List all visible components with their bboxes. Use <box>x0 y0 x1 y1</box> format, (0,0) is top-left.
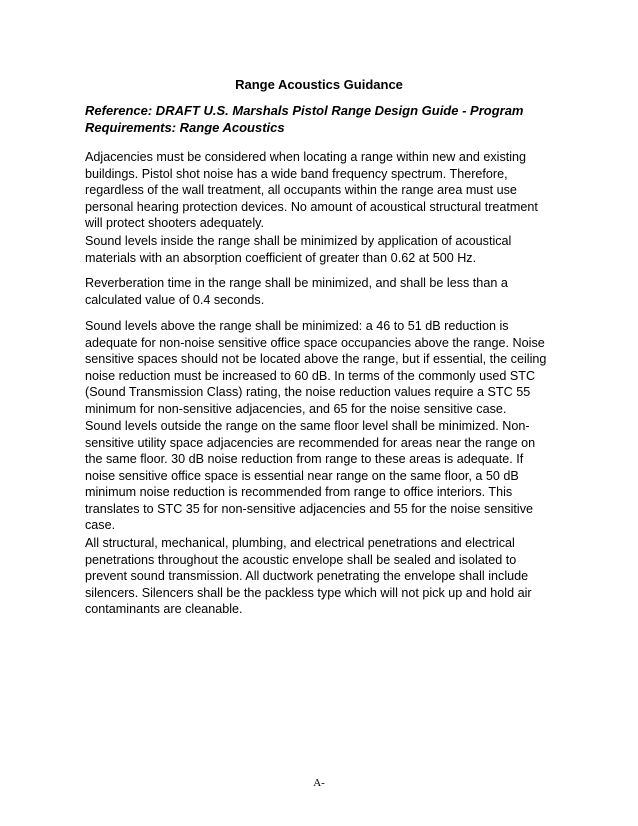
page-footer: A- <box>313 777 325 789</box>
paragraph-adjacencies: Adjacencies must be considered when locating a range within new and existing buildings. Pistol shot noise has a wide band frequency spectrum. Therefore, regardless of the wall treatment, all occupants within the range area must use personal hearing protection devices. No amount of acoustical structural treatment will protect shooters adequately. <box>85 150 538 230</box>
document-title: Range Acoustics Guidance <box>235 77 403 92</box>
paragraph-sound-above: Sound levels above the range shall be minimized: a 46 to 51 dB reduction is adequate for non-noise sensitive office space occupancies above the range. Noise sensitive spaces should not be located above the range, but if essential, the ceiling noise reduction must be increased to 60 dB. In terms of the commonly used STC (Sound Transmission Class) rating, the noise reduction values require a STC 55 minimum for non-sensitive adjacencies, and 65 for the noise sensitive case. <box>85 319 547 416</box>
paragraph-penetrations: All structural, mechanical, plumbing, and electrical penetrations and electrical penetrations throughout the acoustic envelope shall be sealed and isolated to prevent sound transmission. All ductwork penetrating the envelope shall include silencers. Silencers shall be the packless type which will not pick up and hold air contaminants are cleanable. <box>85 536 532 616</box>
paragraph-sound-inside: Sound levels inside the range shall be minimized by application of acoustical materials with an absorption coefficient of greater than 0.62 at 500 Hz. <box>85 234 512 265</box>
reference-heading: Reference: DRAFT U.S. Marshals Pistol Range Design Guide - Program Requirements: Range Acoustics <box>85 103 524 135</box>
paragraph-reverberation: Reverberation time in the range shall be minimized, and shall be less than a calculated value of 0.4 seconds. <box>85 276 508 307</box>
paragraph-sound-outside: Sound levels outside the range on the same floor level shall be minimized. Non-sensitive utility space adjacencies are recommended for areas near the range on the same floor. 30 dB noise reduction from range to these areas is adequate. If noise sensitive office space is essential near range on the same floor, a 50 dB minimum noise reduction is recommended from range to office interiors. This translates to STC 35 for non-sensitive adjacencies and 55 for the noise sensitive case. <box>85 419 536 532</box>
